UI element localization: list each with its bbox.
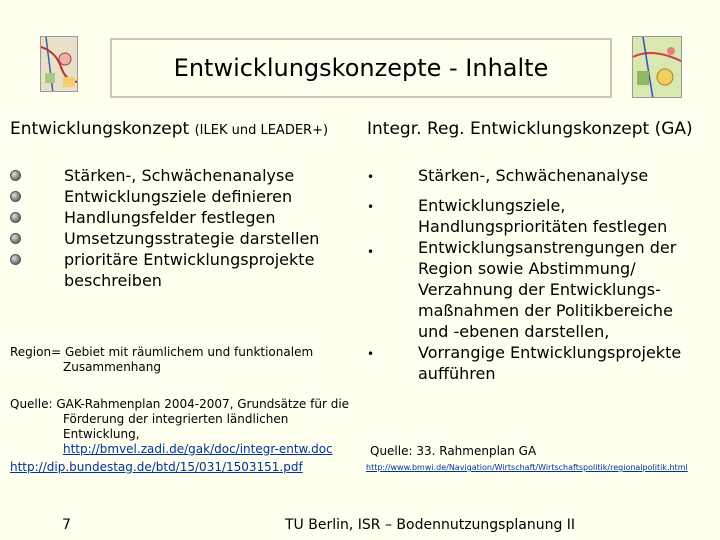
bullet-icon: • <box>367 245 375 259</box>
region-note: Region= Gebiet mit räumlichem und funktionalem Zusammenhang <box>10 345 314 374</box>
left-list <box>64 165 354 291</box>
footer-institution: TU Berlin, ISR – Bodennutzungsplanung II <box>285 517 576 533</box>
left-source: Quelle: GAK-Rahmenplan 2004-2007, Grundsätze für die Förderung der integrierten ländlichen Entwicklung, http://bmvel.zadi.de/gak/doc/integr-entw.doc <box>10 397 350 456</box>
bullet-icon: • <box>367 170 375 184</box>
list-item: • Vorrangige Entwicklungsprojekte aufführen <box>367 343 682 383</box>
left-heading <box>10 119 328 139</box>
slide-title <box>110 38 612 98</box>
right-heading-text: Integr. Reg. Entwicklungskonzept (GA) <box>367 119 693 139</box>
page-number: 7 <box>62 517 71 533</box>
list-item: Umsetzungsstrategie darstellen <box>64 228 354 249</box>
source-link-gak[interactable]: http://bmvel.zadi.de/gak/doc/integr-entw.doc <box>63 442 333 456</box>
right-list <box>367 165 718 384</box>
map-thumbnail-right <box>632 36 682 98</box>
bullet-icon <box>10 191 21 202</box>
bullet-icon <box>10 170 21 181</box>
bullet-icon <box>10 212 21 223</box>
list-item: Handlungsfelder festlegen <box>64 207 354 228</box>
left-heading-sub: (ILEK und LEADER+) <box>194 123 329 138</box>
list-item: Stärken-, Schwächenanalyse <box>64 165 354 186</box>
list-item: Entwicklungsziele definieren <box>64 186 354 207</box>
right-heading <box>367 119 693 139</box>
map-thumbnail-left <box>40 36 78 92</box>
bullet-icon <box>10 254 21 265</box>
left-heading-main: Entwicklungskonzept <box>10 119 190 139</box>
source-link-bmwi[interactable]: http://www.bmwi.de/Navigation/Wirtschaft/Wirtschaftspolitik/regionalpolitik.html <box>366 463 688 472</box>
list-item: • Stärken-, Schwächenanalyse <box>418 165 718 186</box>
list-item: prioritäre Entwicklungsprojekte beschreiben <box>64 249 354 291</box>
slide-title-text: Entwicklungskonzepte - Inhalte <box>173 54 549 82</box>
source-link-bundestag[interactable]: http://dip.bundestag.de/btd/15/031/1503151.pdf <box>10 460 303 474</box>
bullet-icon <box>10 233 21 244</box>
right-source: Quelle: 33. Rahmenplan GA <box>370 444 537 458</box>
bullet-icon: • <box>367 200 375 214</box>
bullet-icon: • <box>367 347 375 361</box>
list-item: • Entwicklungsziele, Handlungsprioritäten festlegen <box>367 196 668 236</box>
list-item: • Entwicklungsanstrengungen der Region sowie Abstimmung/ Verzahnung der Entwicklungs- maßnahmen der Politikbereiche und -ebenen darstellen, <box>367 238 677 341</box>
